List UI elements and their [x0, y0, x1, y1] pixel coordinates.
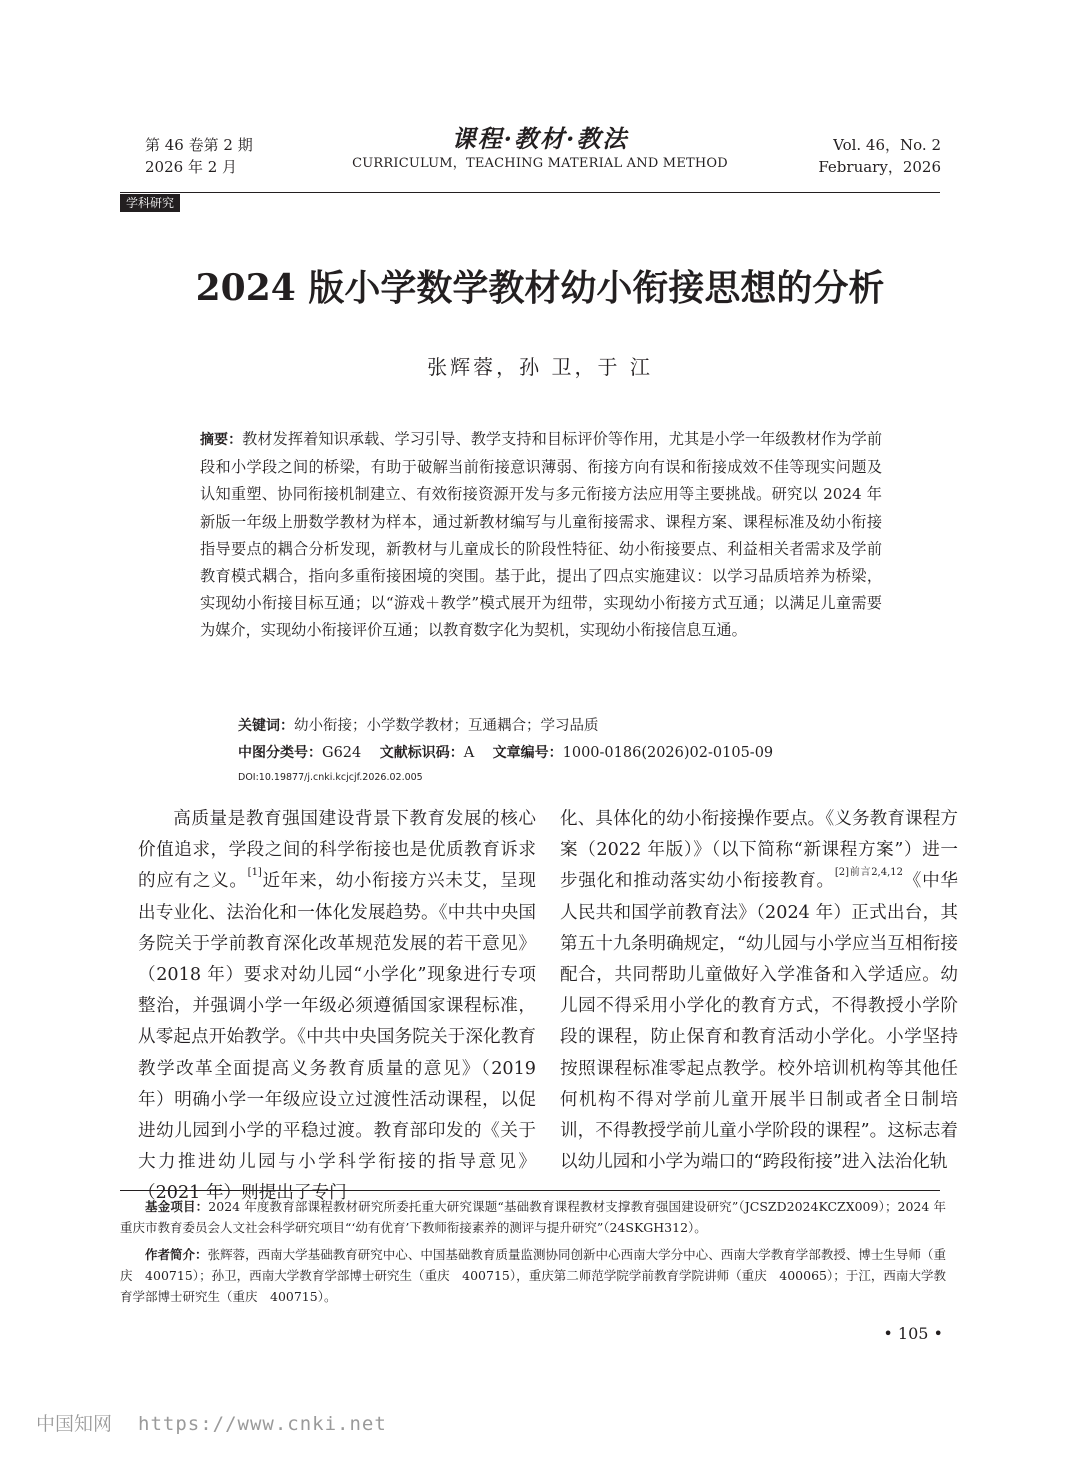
body-paragraph: 高质量是教育强国建设背景下教育发展的核心价值追求，学段之间的科学衔接也是优质教育诉求的应有之义。 — [138, 809, 536, 892]
journal-title-cn: 课程·教材·教法 — [451, 124, 629, 153]
abstract-text: 教材发挥着知识承载、学习引导、教学支持和目标评价等作用，尤其是小学一年级教材作为学前段和小学段之间的桥梁，有助于破解当前衔接意识薄弱、衔接方向有误和衔接成效不佳等现实问题及认知重塑、协同衔接机制建立、有效衔接资源开发与多元衔接方法应用等主要挑战。研究以 2024 年新版一年级上册数学教材为样本，通过新教材编写与儿童衔接需求、课程方案、课程标准及幼小衔接指导要点的耦合分析发现，新教材与儿童成长的阶段性特征、幼小衔接要点、利益相关者需求及学前教育模式耦合，指向多重衔接困境的突围。基于此，提出了四点实施建议：以学习品质培养为桥梁，实现幼小衔接目标互通；以“游戏＋教学”模式展开为纽带，实现幼小衔接方式互通；以满足儿童需要为媒介，实现幼小衔接评价互通；以教育数字化为契机，实现幼小衔接信息互通。 — [200, 430, 883, 640]
abstract — [200, 426, 882, 645]
watermark-url[interactable]: https://www.cnki.net — [138, 1413, 387, 1435]
header-rule — [120, 192, 940, 193]
cnki-watermark — [36, 1410, 387, 1438]
doi: DOI:10.19877/j.cnki.kcjcjf.2026.02.005 — [238, 772, 423, 783]
author-bio-label: 作者简介： — [145, 1247, 208, 1262]
keywords-text: 幼小衔接；小学数学教材；互通耦合；学习品质 — [294, 718, 599, 734]
watermark-site-name: 中国知网 — [36, 1413, 113, 1435]
footnote-rule — [120, 1190, 940, 1191]
body-paragraph: 化、具体化的幼小衔接操作要点。《义务教育课程方案（2022 年版）》（以下简称“新课程方案”）进一步强化和推动落实幼小衔接教育。 — [560, 809, 958, 892]
keywords — [238, 714, 599, 738]
doc-code-label: 文献标识码： — [379, 745, 464, 761]
clc-label: 中图分类号： — [238, 745, 322, 761]
journal-title-en: CURRICULUM，TEACHING MATERIAL AND METHOD — [352, 156, 728, 171]
date-en: February，2026 — [818, 158, 941, 176]
body-paragraph: 近年来，幼小衔接方兴未艾，呈现出专业化、法治化和一体化发展趋势。《中共中央国务院关于学前教育深化改革规范发展的若干意见》（2018 年）要求对幼儿园“小学化”现象进行专项整治，并强调小学一年级必须遵循国家课程标准，从零起点开始教学。《中共中央国务院关于深化教育教学改革全面提高义务教育质量的意见》（2019 年）明确小学一年级应设立过渡性活动课程，以促进幼儿园到小学的平稳过渡。教育部印发的《关于大力推进幼儿园与小学科学衔接的指导意见》（2021 年）则提出了专门 — [138, 871, 536, 1204]
funding-text: 2024 年度教育部课程教材研究所委托重大研究课题“基础教育课程教材支撑教育强国建设研究”（JCSZD2024KCZX009）；2024 年重庆市教育委员会人文社会科学研究项目“‘幼有优育’下教师衔接素养的测评与提升研究”（24SKGH312）。 — [120, 1199, 946, 1235]
section-tag: 学科研究 — [120, 194, 180, 212]
page-number: • 105 • — [883, 1324, 943, 1343]
author-bio-note — [120, 1244, 946, 1307]
abstract-label: 摘要： — [200, 432, 243, 448]
body-column-left — [138, 804, 536, 1210]
classification-line — [238, 741, 773, 765]
body-paragraph: 《中华人民共和国学前教育法》（2024 年）正式出台，其第五十九条明确规定，“幼儿园与小学应当互相衔接配合，共同帮助儿童做好入学准备和入学适应。幼儿园不得采用小学化的教育方式，不得教授小学阶段的课程，防止保育和教育活动小学化。小学坚持按照课程标准零起点教学。校外培训机构等其他任何机构不得对学前儿童开展半日制或者全日制培训，不得教授学前儿童小学阶段的课程”。这标志着以幼儿园和小学为端口的“跨段衔接”进入法治化轨 — [560, 871, 958, 1173]
body-column-right — [560, 804, 958, 1178]
date-cn: 2026 年 2 月 — [145, 158, 238, 176]
article-number-label: 文章编号： — [492, 745, 563, 761]
volume-issue-cn: 第 46 卷第 2 期 — [145, 136, 253, 154]
article-authors: 张辉蓉，孙 卫，于 江 — [427, 355, 653, 379]
funding-note — [120, 1196, 946, 1238]
article-title: 2024 版小学数学教材幼小衔接思想的分析 — [195, 267, 885, 309]
volume-issue-en: Vol. 46，No. 2 — [833, 136, 941, 154]
article-number-value: 1000-0186(2026)02-0105-09 — [562, 745, 774, 761]
citation-ref[interactable]: [1] — [247, 867, 262, 879]
doc-code-value: A — [463, 745, 475, 761]
funding-label: 基金项目： — [145, 1199, 209, 1214]
citation-ref[interactable]: [2]前言2,4,12 — [834, 867, 904, 879]
author-bio-text: 张辉蓉，西南大学基础教育研究中心、中国基础教育质量监测协同创新中心西南大学分中心、西南大学教育学部教授、博士生导师（重庆 400715）；孙卫，西南大学教育学部博士研究生（重庆 400715），重庆第二师范学院学前教育学院讲师（重庆 400065）；于江，西南大学教育学部博士研究生（重庆 400715）。 — [120, 1247, 946, 1304]
clc-value: G624 — [322, 745, 362, 761]
keywords-label: 关键词： — [238, 718, 294, 734]
issue-info-en — [818, 134, 941, 178]
